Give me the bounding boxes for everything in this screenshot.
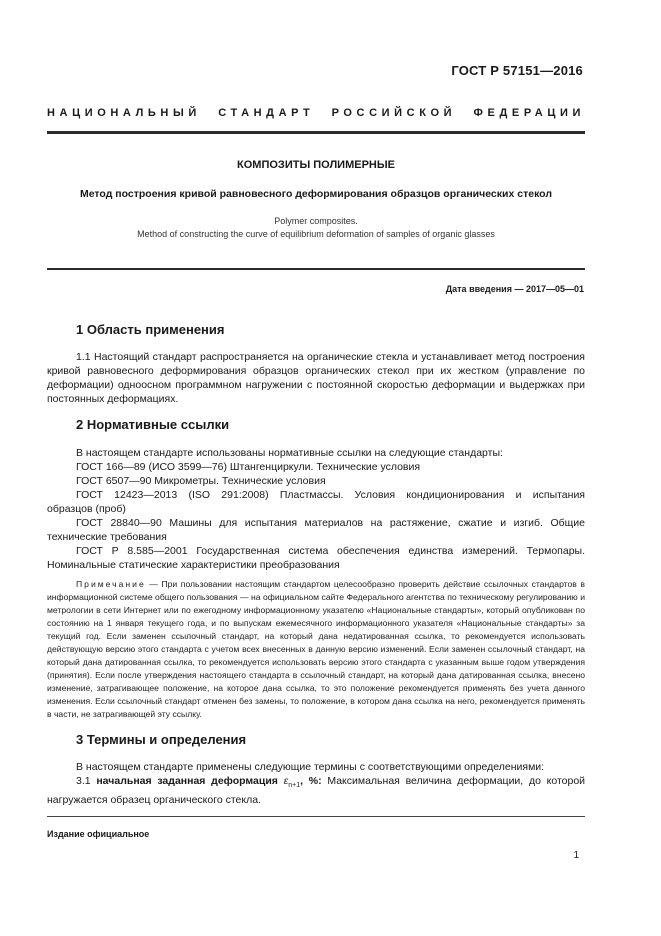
reference-gost-12423: ГОСТ 12423—2013 (ISO 291:2008) Пластмассы. Условия кондиционирования и испытания: [76, 489, 585, 501]
reference-gost-28840-cont: технические требования: [47, 531, 167, 543]
references-intro: В настоящем стандарте использованы нормативные ссылки на следующие стандарты:: [76, 447, 503, 459]
references-note: [47, 578, 585, 721]
term-symbol-subscript: n+1: [288, 782, 301, 790]
standard-number: ГОСТ Р 57151—2016: [451, 63, 583, 78]
reference-gost-r-8585: ГОСТ Р 8.585—2001 Государственная система обеспечения единства измерений. Термопары.: [76, 545, 585, 557]
section-1-paragraph: 1.1 Настоящий стандарт распространяется на органические стекла и устанавливает метод построения кривой равновесного деформирования образцов органических стекол при их жестком (управление по деформации) одноосном программном нагружении с постоянной скоростью деформации и выдержках при постоянных деформациях.: [47, 351, 585, 405]
footer-divider: [47, 816, 585, 817]
term-number: 3.1: [76, 775, 91, 787]
reference-gost-6507: ГОСТ 6507—90 Микрометры. Технические условия: [76, 475, 326, 487]
edition-label: Издание официальное: [47, 829, 150, 839]
term-symbol: ε: [283, 775, 289, 787]
english-subtitle: Method of constructing the curve of equilibrium deformation of samples of organic glasses: [137, 229, 495, 239]
reference-gost-r-8585-cont: Номинальные статические характеристики преобразования: [47, 559, 340, 571]
title-divider: [47, 268, 585, 270]
section-3-heading: 3 Термины и определения: [76, 732, 247, 747]
note-label: Примечание: [76, 579, 146, 589]
document-subtitle: Метод построения кривой равновесного деформирования образцов органических стекол: [79, 188, 553, 200]
document-title: КОМПОЗИТЫ ПОЛИМЕРНЫЕ: [237, 159, 395, 171]
reference-gost-12423-cont: образцов (проб): [47, 503, 126, 515]
english-title: Polymer composites.: [274, 216, 358, 226]
term-3-1: [47, 774, 585, 807]
introduction-date: Дата введения — 2017—05—01: [445, 284, 584, 294]
term-unit: , %:: [300, 775, 322, 787]
section-1-heading: 1 Область применения: [76, 322, 225, 337]
page-number: 1: [573, 850, 579, 861]
reference-gost-166: ГОСТ 166—89 (ИСО 3599—76) Штангенциркули. Технические условия: [76, 461, 421, 473]
national-standard-title: НАЦИОНАЛЬНЫЙ СТАНДАРТ РОССИЙСКОЙ ФЕДЕРАЦИИ: [47, 107, 585, 119]
reference-gost-28840: ГОСТ 28840—90 Машины для испытания материалов на растяжение, сжатие и изгиб. Общие: [76, 517, 585, 529]
note-text: — При пользовании настоящим стандартом целесообразно проверить действие ссылочных стандартов в информационной системе общего пользования — на официальном сайте Федерального агентства по техническому регулированию и метрологии в сети Интернет или по ежегодному информационному указателю «Национальные стандарты», который опубликован по состоянию на 1 января текущего года, и по выпускам ежемесячного информационного указателя «Национальные стандарты» за текущий год. Если заменен ссылочный стандарт, на который дана недатированная ссылка, то рекомендуется использовать действующую версию этого стандарта с учетом всех внесенных в данную версию изменений. Если заменен ссылочный стандарт, на который дана датированная ссылка, то рекомендуется использовать версию этого стандарта с указанным выше годом утверждения (принятия). Если после утверждения настоящего стандарта в ссылочный стандарт, на который дана датированная ссылка, внесено изменение, затрагивающее положение, на которое дана ссылка, то это положение рекомендуется применять без учета данного изменения. Если ссылочный стандарт отменен без замены, то положение, в котором дана ссылка на него, рекомендуется применять в части, не затрагивающей эту ссылку.: [47, 579, 585, 719]
terms-intro: В настоящем стандарте применены следующие термины с соответствующими определениями:: [76, 761, 545, 773]
section-2-heading: 2 Нормативные ссылки: [76, 417, 230, 432]
header-divider: [47, 131, 585, 134]
term-definition: Максимальная величина деформации, до которой нагружается образец органического стекла.: [47, 775, 586, 807]
term-name: начальная заданная деформация: [96, 775, 278, 787]
